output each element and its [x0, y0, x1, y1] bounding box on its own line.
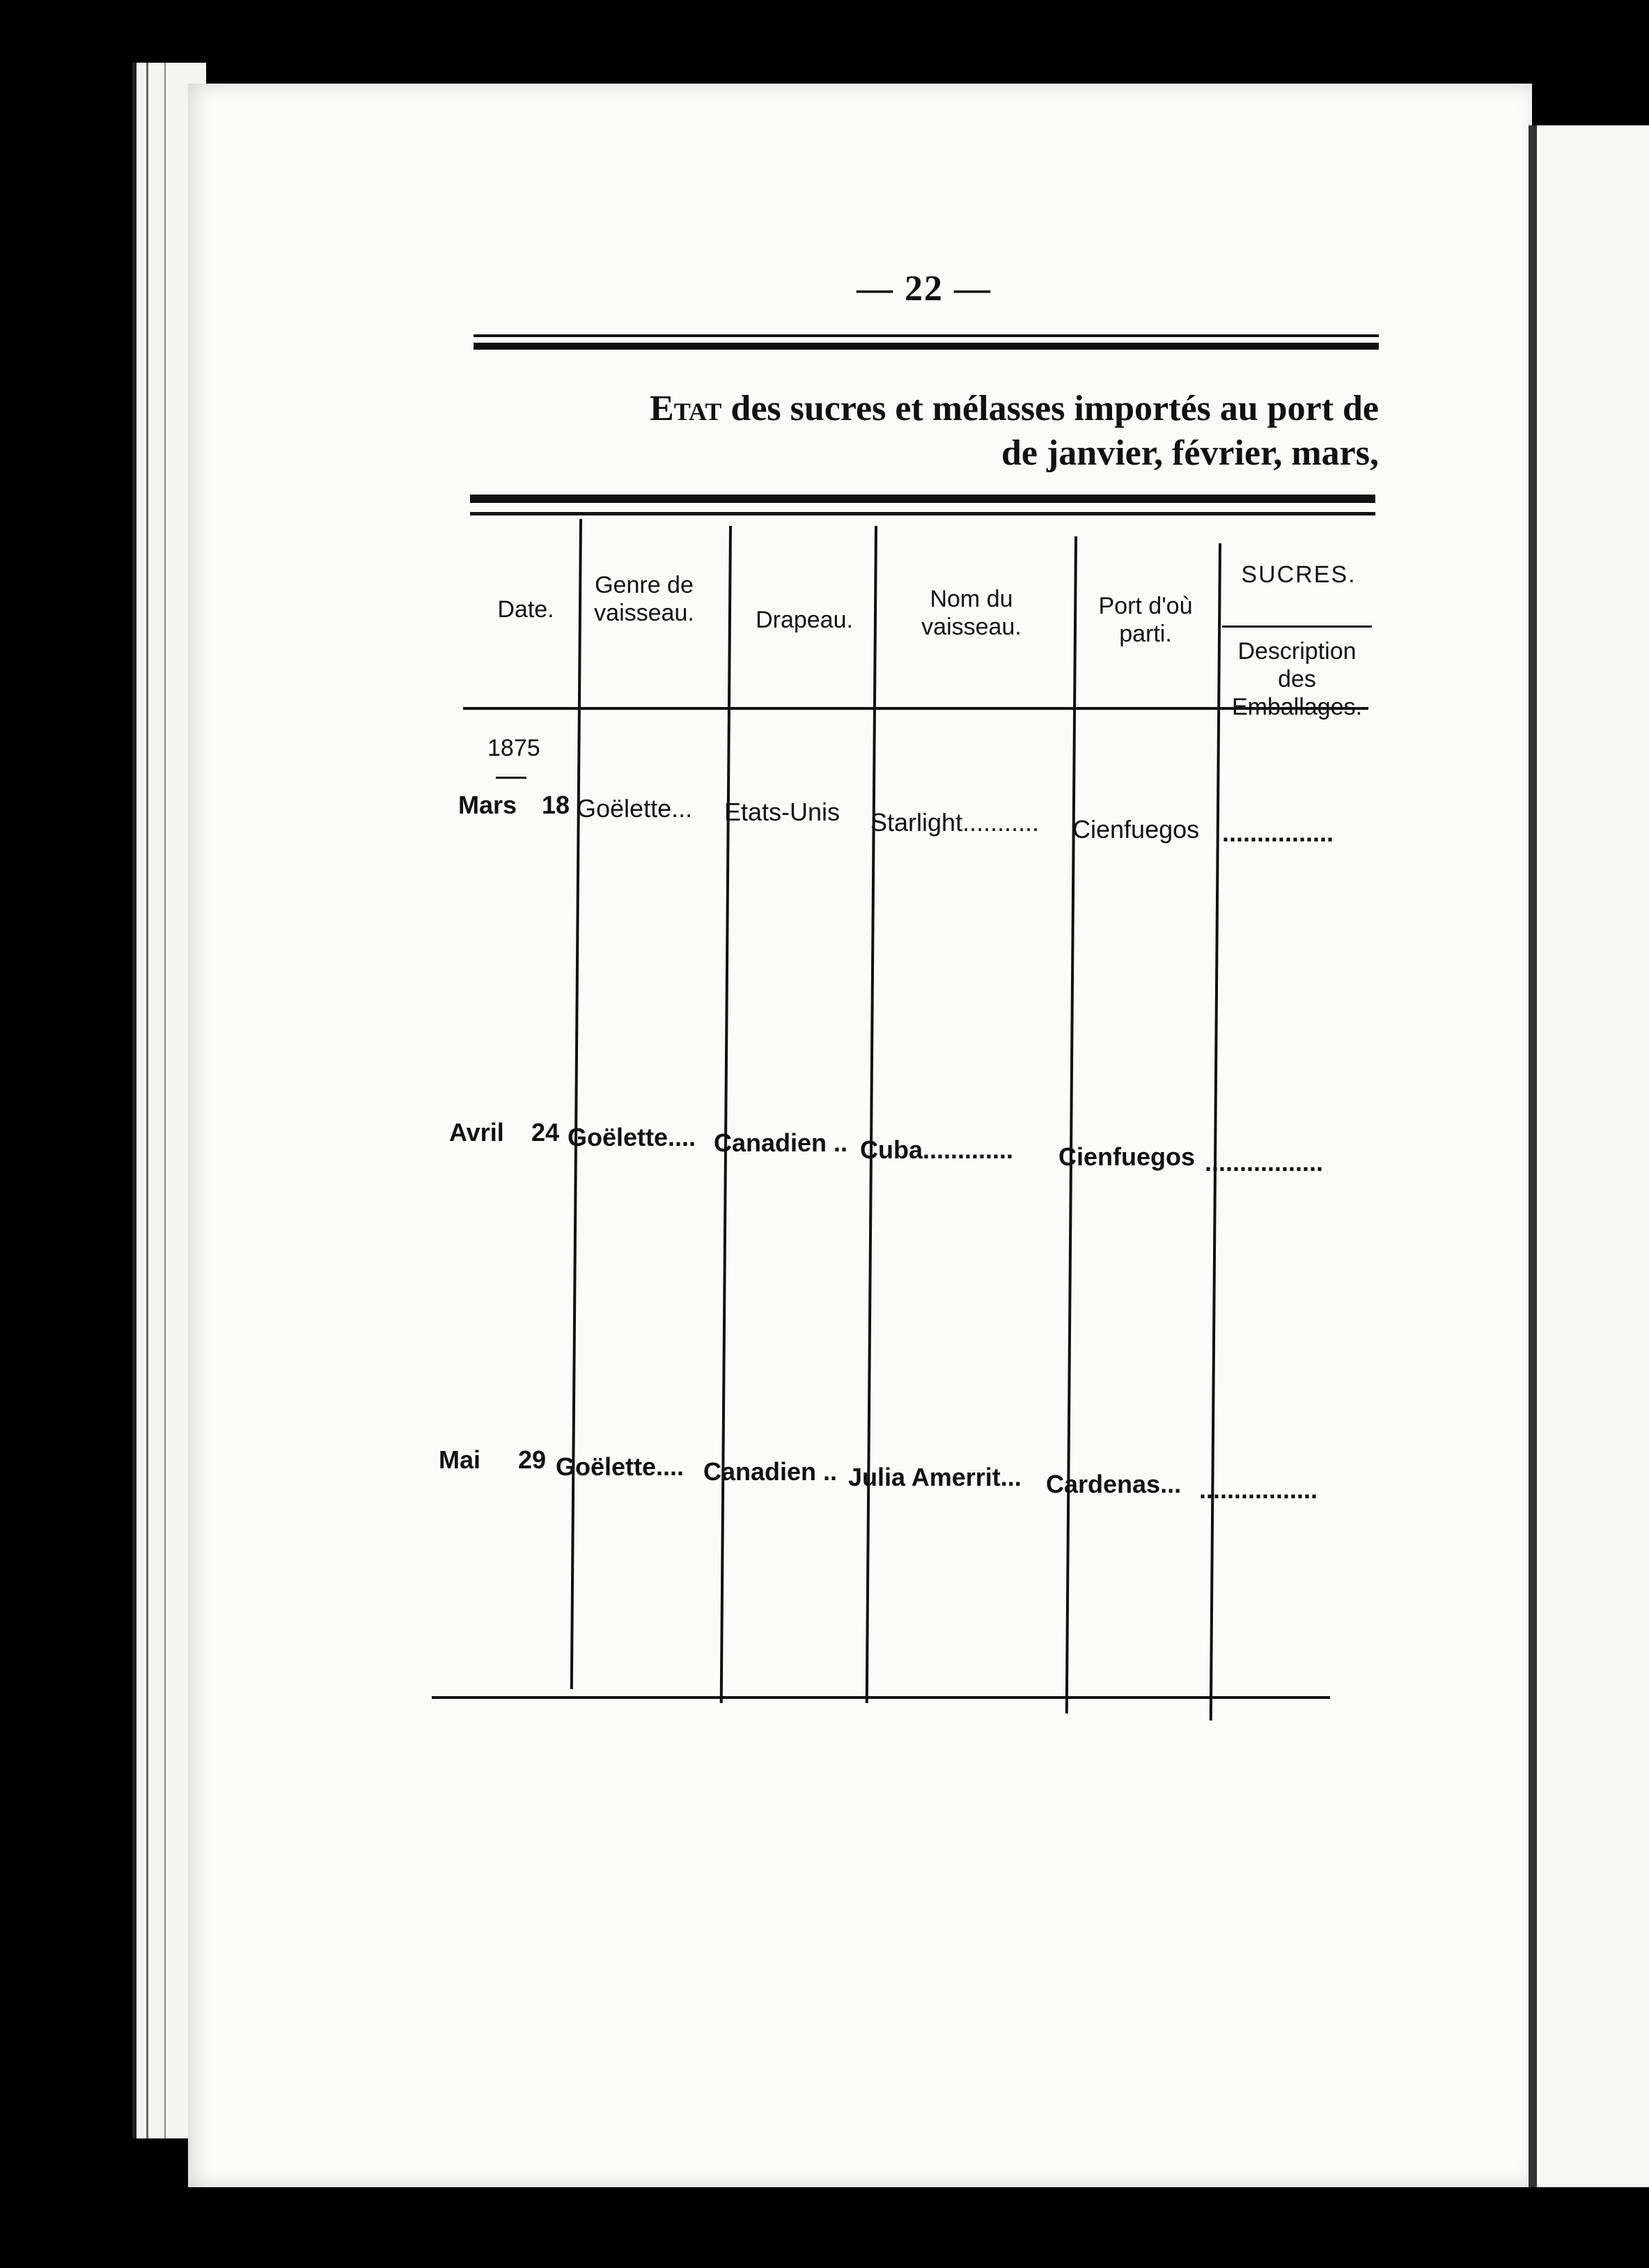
row2-month: Avril: [449, 1118, 504, 1147]
row1-month: Mars: [458, 791, 517, 819]
header-date: Date.: [497, 596, 554, 623]
year-dash: [496, 777, 526, 779]
binding-edge: [1529, 125, 1537, 2187]
row2-genre: Goëlette....: [568, 1123, 696, 1151]
row3-nom: Julia Amerrit...: [848, 1463, 1022, 1491]
title-lead: Etat: [650, 389, 722, 428]
row2-nom: Cuba.............: [860, 1135, 1014, 1164]
row2-description: .................: [1205, 1148, 1324, 1176]
header-drapeau: Drapeau.: [756, 607, 853, 633]
row1-port: Cienfuegos: [1072, 815, 1200, 844]
page-number: — 22 —: [857, 269, 992, 309]
top-rule-thin: [474, 334, 1379, 337]
header-description: Description des Emballages.: [1231, 638, 1363, 720]
row1-day: 18: [542, 791, 570, 819]
table-top-rule-thick: [470, 495, 1375, 503]
row1-description: ................: [1222, 818, 1334, 847]
row1-drapeau: Etats-Unis: [724, 798, 841, 826]
document-title: [543, 387, 1379, 476]
year-label: 1875: [487, 735, 540, 761]
header-sucres: SUCRES.: [1241, 561, 1357, 588]
header-port: Port d'où parti.: [1098, 593, 1193, 647]
row3-month: Mai: [439, 1445, 481, 1474]
row1-nom: Starlight...........: [870, 808, 1040, 837]
table-top-rule-thin: [470, 512, 1375, 515]
row2-port: Cienfuegos: [1058, 1142, 1196, 1171]
row3-port: Cardenas...: [1046, 1470, 1182, 1498]
facing-page-edge: [1537, 125, 1649, 2187]
row2-day: 24: [531, 1118, 560, 1147]
header-genre: Genre de vaisseau.: [594, 572, 694, 626]
row2-drapeau: Canadien ..: [714, 1128, 848, 1157]
row1-genre: Goëlette...: [577, 794, 693, 823]
header-nom: Nom du vaisseau.: [921, 586, 1022, 640]
row3-drapeau: Canadien ..: [703, 1457, 838, 1486]
title-line1: des sucres et mélasses importés au port de: [721, 389, 1379, 428]
row3-genre: Goëlette....: [556, 1452, 685, 1481]
row3-description: .................: [1199, 1475, 1318, 1504]
table-bottom-rule: [432, 1696, 1330, 1699]
sucres-subheader-rule: [1222, 626, 1372, 628]
row3-day: 29: [518, 1445, 547, 1474]
title-line2: de janvier, février, mars,: [1001, 433, 1379, 473]
top-rule-thick: [474, 343, 1379, 350]
